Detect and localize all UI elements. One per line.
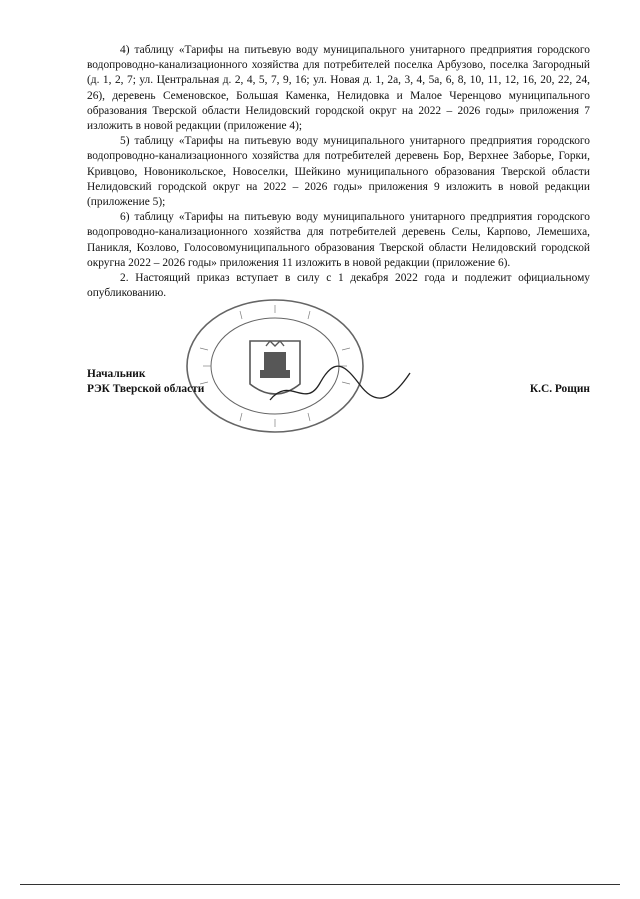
footer-divider [20,884,620,885]
paragraph-item-4: 4) таблицу «Тарифы на питьевую воду муниципального унитарного предприятия городского водопроводно-канализационного хозяйства для потребителей поселка Арбузово, поселка Загородный (д. 1, 2, 7; ул. Центральная д. 2, 4, 5, 7, 9, 16; ул. Новая д. 1, 2а, 3, 4, 5а, 6, 8, 10, 11, 12, 16, 20, 22, 24, 26), деревень Семеновское, Большая Каменка, Нелидовка и Малое Черенцово муниципального образования Тверской области Нелидовский городской округ на 2022 – 2026 годы» приложения 7 изложить в новой редакции (приложение 4); [87,44,590,133]
signatory-title-line2: РЭК Тверской области [87,383,205,396]
signatory-name: К.С. Рощин [529,383,590,396]
paragraph-item-5: 5) таблицу «Тарифы на питьевую воду муниципального унитарного предприятия городского водопроводно-канализационного хозяйства для потребителей деревень Бор, Верхнее Заборье, Горки, Кривцово, Новоникольское, Новоселки, Шейкино муниципального образования Тверской области Нелидовский городской округ на 2022 – 2026 годы» приложения 9 изложить в новой редакции (приложение 5); [87,135,590,209]
signatory-title-line1: Начальник [87,368,146,380]
document-body [87,43,590,301]
paragraph-item-6: 6) таблицу «Тарифы на питьевую воду муниципального унитарного предприятия городского водопроводно-канализационного хозяйства для потребителей деревень Селы, Карпово, Лемешиха, Паникля, Козлово, Голосовомуниципального образования Тверской области Нелидовский городской округна 2022 – 2026 годы» приложения 11 изложить в новой редакции (приложение 6). [87,211,590,269]
signature-block [87,367,590,397]
paragraph-effective-date: 2. Настоящий приказ вступает в силу с 1 декабря 2022 года и подлежит официальному опубликованию. [87,272,590,300]
